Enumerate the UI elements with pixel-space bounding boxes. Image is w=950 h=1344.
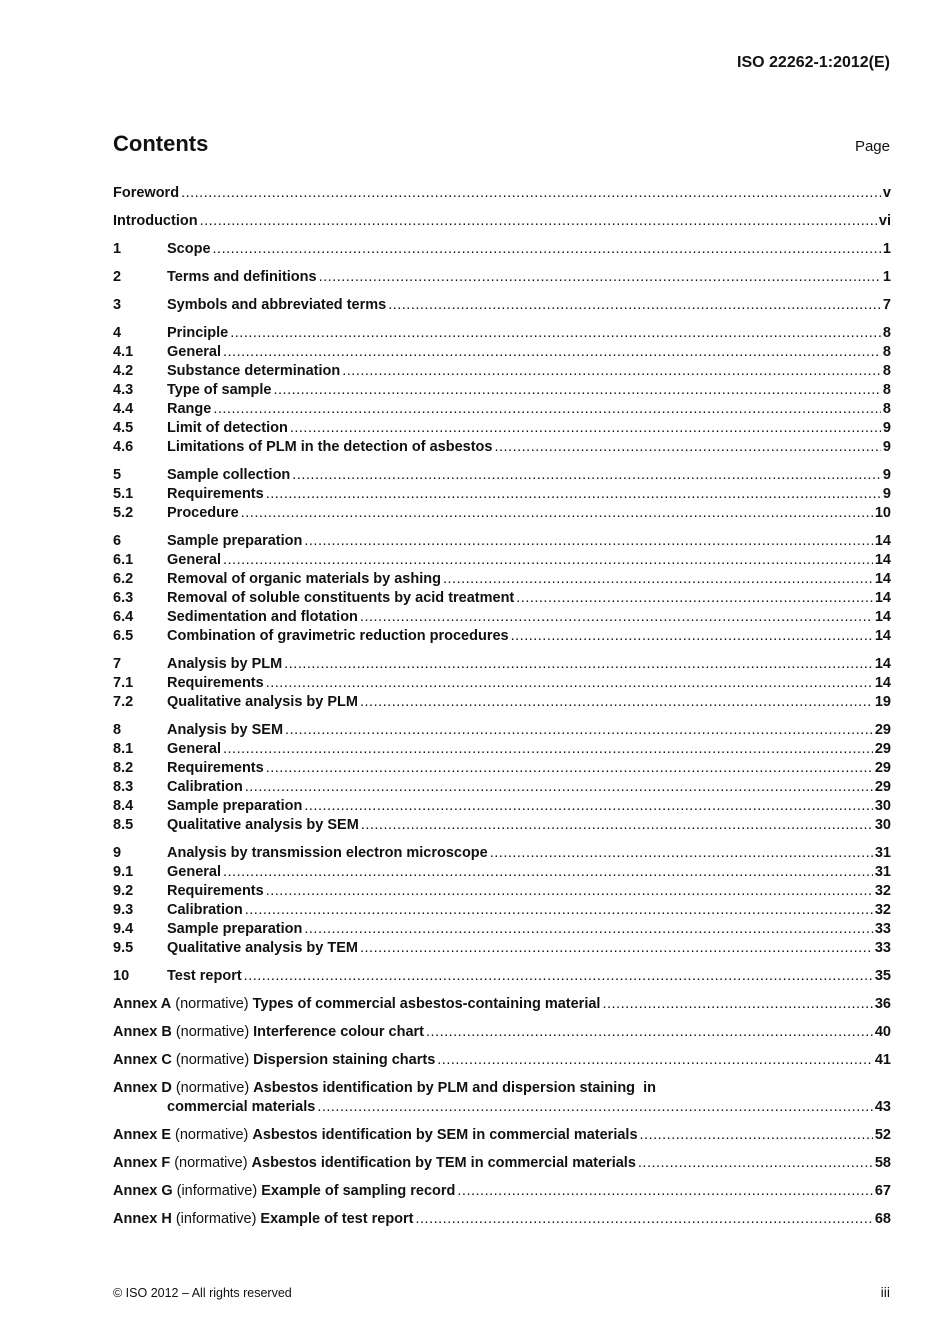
dot-leader xyxy=(266,674,873,693)
toc-gap xyxy=(113,1201,891,1210)
toc-entry-title: Sedimentation and flotation xyxy=(167,609,358,625)
toc-entry[interactable] xyxy=(113,882,891,901)
annex-label: Annex F xyxy=(113,1155,171,1171)
toc-entry-page: vi xyxy=(878,213,891,229)
dot-leader xyxy=(416,1210,873,1229)
toc-entry-title: Test report xyxy=(167,968,242,984)
toc-entry-page: 8 xyxy=(882,363,891,379)
toc-entry-page: 35 xyxy=(874,968,891,984)
toc-gap xyxy=(113,523,891,532)
dot-leader xyxy=(388,296,881,315)
toc-gap xyxy=(113,259,891,268)
toc-entry-title: Removal of soluble constituents by acid treatment xyxy=(167,590,515,606)
toc-entry-number: 9 xyxy=(113,845,122,861)
toc-entry-page: 52 xyxy=(874,1127,891,1143)
toc-entry-title: Foreword xyxy=(113,185,180,201)
toc-annex-entry[interactable] xyxy=(113,1154,891,1173)
toc-entry-page: 14 xyxy=(874,552,891,568)
toc-entry[interactable] xyxy=(113,844,891,863)
toc-entry-number: 9.5 xyxy=(113,940,134,956)
dot-leader xyxy=(266,882,873,901)
toc-entry-page: 8 xyxy=(882,401,891,417)
toc-entry-title: Qualitative analysis by TEM xyxy=(167,940,358,956)
dot-leader xyxy=(317,1098,873,1117)
toc-entry-number: 4.5 xyxy=(113,420,134,436)
annex-title-continuation xyxy=(113,1098,891,1117)
dot-leader xyxy=(304,532,872,551)
toc-entry-number: 10 xyxy=(113,968,130,984)
toc-entry[interactable] xyxy=(113,438,891,457)
toc-entry[interactable] xyxy=(113,466,891,485)
toc-gap xyxy=(113,1173,891,1182)
toc-entry-page: 29 xyxy=(874,741,891,757)
toc-gap xyxy=(113,958,891,967)
dot-leader xyxy=(241,504,873,523)
toc-entry-number: 5 xyxy=(113,467,122,483)
dot-leader xyxy=(304,920,872,939)
toc-entry[interactable] xyxy=(113,759,891,778)
annex-title: Example of sampling record xyxy=(261,1183,456,1199)
toc-entry-number: 2 xyxy=(113,269,122,285)
toc-entry[interactable] xyxy=(113,967,891,986)
toc-entry-title: General xyxy=(167,741,221,757)
toc-annex-entry[interactable] xyxy=(113,1079,891,1117)
toc-entry-page: 14 xyxy=(874,571,891,587)
toc-entry[interactable] xyxy=(113,551,891,570)
toc-entry-title: Calibration xyxy=(167,902,243,918)
toc-entry-page: 33 xyxy=(874,940,891,956)
dot-leader xyxy=(457,1182,872,1201)
toc-entry-number: 8.5 xyxy=(113,817,134,833)
toc-entry-number: 8 xyxy=(113,722,122,738)
annex-kind: (normative) xyxy=(174,1155,248,1171)
toc-entry[interactable] xyxy=(113,504,891,523)
toc-entry-title: Combination of gravimetric reduction procedures xyxy=(167,628,509,644)
dot-leader xyxy=(490,844,873,863)
toc-entry[interactable] xyxy=(113,797,891,816)
toc-entry[interactable] xyxy=(113,532,891,551)
toc-entry-number: 4.2 xyxy=(113,363,134,379)
toc-entry-number: 4.6 xyxy=(113,439,134,455)
annex-title: Types of commercial asbestos-containing material xyxy=(252,996,601,1012)
toc-entry-page: 1 xyxy=(882,241,891,257)
toc-entry-number: 6 xyxy=(113,533,122,549)
toc-annex-entry[interactable] xyxy=(113,1051,891,1070)
toc-entry-page: 43 xyxy=(874,1099,891,1115)
dot-leader xyxy=(181,184,881,203)
toc-entry-page: 31 xyxy=(874,845,891,861)
toc-entry-page: 41 xyxy=(874,1052,891,1068)
toc-gap xyxy=(113,835,891,844)
toc-entry[interactable] xyxy=(113,184,891,203)
toc-entry[interactable] xyxy=(113,920,891,939)
annex-kind: (normative) xyxy=(175,1024,250,1040)
toc-entry[interactable] xyxy=(113,816,891,835)
dot-leader xyxy=(230,324,881,343)
toc-gap xyxy=(113,646,891,655)
toc-entry-title: General xyxy=(167,864,221,880)
toc-entry[interactable] xyxy=(113,740,891,759)
dot-leader xyxy=(245,778,873,797)
dot-leader xyxy=(319,268,881,287)
toc-entry[interactable] xyxy=(113,485,891,504)
toc-entry-page: v xyxy=(882,185,891,201)
dot-leader xyxy=(304,797,872,816)
toc-gap xyxy=(113,287,891,296)
toc-entry[interactable] xyxy=(113,655,891,674)
toc-entry-page: 14 xyxy=(874,656,891,672)
toc-entry[interactable] xyxy=(113,721,891,740)
toc-entry-page: 29 xyxy=(874,760,891,776)
toc-entry[interactable] xyxy=(113,343,891,362)
toc-annex-entry[interactable] xyxy=(113,995,891,1014)
toc-entry-number: 8.1 xyxy=(113,741,134,757)
toc-entry-title: Sample preparation xyxy=(167,798,303,814)
toc-entry-page: 14 xyxy=(874,628,891,644)
toc-entry-page: 8 xyxy=(882,325,891,341)
toc-entry-number: 8.4 xyxy=(113,798,134,814)
toc-entry-title: Symbols and abbreviated terms xyxy=(167,297,387,313)
toc-entry-title: Sample collection xyxy=(167,467,291,483)
toc-entry-page: 32 xyxy=(874,883,891,899)
page-title: Contents xyxy=(113,131,209,156)
dot-leader xyxy=(426,1023,873,1042)
toc-entry-page: 19 xyxy=(874,694,891,710)
toc-entry-page: 40 xyxy=(874,1024,891,1040)
dot-leader xyxy=(284,655,873,674)
toc-entry-title: Analysis by PLM xyxy=(167,656,283,672)
dot-leader xyxy=(213,240,881,259)
annex-kind: (normative) xyxy=(175,1052,250,1068)
toc-entry[interactable] xyxy=(113,778,891,797)
annex-label: Annex A xyxy=(113,996,172,1012)
toc-entry-number: 6.3 xyxy=(113,590,134,606)
dot-leader xyxy=(602,995,872,1014)
dot-leader xyxy=(443,570,873,589)
dot-leader xyxy=(640,1126,873,1145)
toc-entry-title: Terms and definitions xyxy=(167,269,317,285)
toc-entry-title: Range xyxy=(167,401,212,417)
toc-annex-entry[interactable] xyxy=(113,1023,891,1042)
toc-entry-number: 9.1 xyxy=(113,864,134,880)
toc-entry[interactable] xyxy=(113,863,891,882)
toc-gap xyxy=(113,1117,891,1126)
toc-entry-number: 7.1 xyxy=(113,675,134,691)
toc-entry-title: Requirements xyxy=(167,760,264,776)
dot-leader xyxy=(266,485,881,504)
toc-entry-title: Requirements xyxy=(167,486,264,502)
toc-entry-title: Analysis by SEM xyxy=(167,722,284,738)
annex-title: Interference colour chart xyxy=(253,1024,424,1040)
toc-gap xyxy=(113,1042,891,1051)
toc-entry-title: Qualitative analysis by PLM xyxy=(167,694,358,710)
dot-leader xyxy=(511,627,873,646)
toc-entry-title: Analysis by transmission electron microscope xyxy=(167,845,488,861)
toc-gap xyxy=(113,1014,891,1023)
dot-leader xyxy=(292,466,881,485)
toc-entry-title: Limit of detection xyxy=(167,420,288,436)
toc-entry-title: Type of sample xyxy=(167,382,272,398)
table-of-contents xyxy=(113,184,891,1229)
dot-leader xyxy=(360,693,873,712)
dot-leader xyxy=(285,721,873,740)
dot-leader xyxy=(266,759,873,778)
dot-leader xyxy=(360,608,873,627)
toc-entry-title: Limitations of PLM in the detection of asbestos xyxy=(167,439,493,455)
annex-title: Asbestos identification by SEM in commercial materials xyxy=(252,1127,638,1143)
annex-label: Annex G xyxy=(113,1183,173,1199)
annex-title-line xyxy=(113,1079,891,1098)
toc-entry[interactable] xyxy=(113,240,891,259)
toc-entry-page: 7 xyxy=(882,297,891,313)
annex-kind: (normative) xyxy=(175,996,249,1012)
toc-entry-title: Removal of organic materials by ashing xyxy=(167,571,441,587)
annex-kind: (normative) xyxy=(175,1127,249,1143)
annex-label: Annex H xyxy=(113,1211,172,1227)
toc-entry-number: 7 xyxy=(113,656,122,672)
toc-entry-page: 30 xyxy=(874,817,891,833)
toc-entry-page: 9 xyxy=(882,420,891,436)
toc-entry[interactable] xyxy=(113,381,891,400)
toc-entry-number: 6.5 xyxy=(113,628,134,644)
toc-entry-number: 9.4 xyxy=(113,921,134,937)
toc-entry-page: 29 xyxy=(874,779,891,795)
toc-gap xyxy=(113,1145,891,1154)
toc-entry[interactable] xyxy=(113,324,891,343)
toc-entry[interactable] xyxy=(113,419,891,438)
annex-label: Annex B xyxy=(113,1024,172,1040)
dot-leader xyxy=(223,551,873,570)
toc-entry-page: 8 xyxy=(882,344,891,360)
toc-entry-title: Introduction xyxy=(113,213,198,229)
annex-title: Example of test report xyxy=(260,1211,414,1227)
annex-kind: (normative) xyxy=(175,1080,250,1096)
dot-leader xyxy=(360,939,873,958)
toc-entry-page: 30 xyxy=(874,798,891,814)
dot-leader xyxy=(437,1051,873,1070)
toc-entry-number: 7.2 xyxy=(113,694,134,710)
toc-entry-title: Principle xyxy=(167,325,229,341)
toc-gap xyxy=(113,986,891,995)
toc-entry-number: 9.3 xyxy=(113,902,134,918)
dot-leader xyxy=(516,589,873,608)
toc-entry[interactable] xyxy=(113,268,891,287)
toc-gap xyxy=(113,231,891,240)
toc-entry[interactable] xyxy=(113,674,891,693)
toc-entry[interactable] xyxy=(113,570,891,589)
toc-entry-number: 5.2 xyxy=(113,505,134,521)
dot-leader xyxy=(223,740,873,759)
toc-entry-title: Sample preparation xyxy=(167,921,303,937)
dot-leader xyxy=(342,362,881,381)
toc-entry-page: 58 xyxy=(874,1155,891,1171)
toc-entry-number: 8.2 xyxy=(113,760,134,776)
toc-entry-title: Requirements xyxy=(167,883,264,899)
dot-leader xyxy=(213,400,881,419)
toc-entry-title: Requirements xyxy=(167,675,264,691)
annex-label: Annex D xyxy=(113,1080,172,1096)
toc-entry-page: 29 xyxy=(874,722,891,738)
toc-entry-title: Substance determination xyxy=(167,363,341,379)
toc-gap xyxy=(113,457,891,466)
page-column-label: Page xyxy=(854,138,890,155)
toc-annex-entry[interactable] xyxy=(113,1210,891,1229)
toc-entry[interactable] xyxy=(113,693,891,712)
toc-entry-page: 1 xyxy=(882,269,891,285)
annex-title: Asbestos identification by TEM in commercial materials xyxy=(251,1155,636,1171)
toc-annex-entry[interactable] xyxy=(113,1126,891,1145)
page-number: iii xyxy=(880,1284,890,1300)
toc-entry[interactable] xyxy=(113,627,891,646)
toc-entry-number: 1 xyxy=(113,241,122,257)
toc-entry-number: 4.3 xyxy=(113,382,134,398)
toc-gap xyxy=(113,315,891,324)
dot-leader xyxy=(200,212,877,231)
dot-leader xyxy=(273,381,880,400)
annex-title: Asbestos identification by PLM and dispersion staining in xyxy=(253,1080,656,1096)
toc-entry[interactable] xyxy=(113,939,891,958)
dot-leader xyxy=(223,863,873,882)
toc-entry-page: 67 xyxy=(874,1183,891,1199)
dot-leader xyxy=(361,816,873,835)
toc-entry-number: 6.2 xyxy=(113,571,134,587)
dot-leader xyxy=(244,967,873,986)
dot-leader xyxy=(494,438,880,457)
toc-entry[interactable] xyxy=(113,901,891,920)
toc-entry-page: 36 xyxy=(874,996,891,1012)
copyright-notice: © ISO 2012 – All rights reserved xyxy=(113,1286,292,1300)
toc-entry-number: 3 xyxy=(113,297,122,313)
annex-kind: (informative) xyxy=(176,1183,258,1199)
toc-entry-page: 31 xyxy=(874,864,891,880)
toc-entry-title: General xyxy=(167,344,221,360)
toc-entry-page: 10 xyxy=(874,505,891,521)
toc-entry[interactable] xyxy=(113,400,891,419)
dot-leader xyxy=(245,901,873,920)
toc-entry-title: Scope xyxy=(167,241,211,257)
toc-entry-number: 4 xyxy=(113,325,122,341)
document-id: ISO 22262-1:2012(E) xyxy=(737,54,890,71)
toc-entry-number: 6.1 xyxy=(113,552,134,568)
dot-leader xyxy=(638,1154,873,1173)
annex-title: Dispersion staining charts xyxy=(253,1052,436,1068)
toc-entry[interactable] xyxy=(113,589,891,608)
toc-entry-title: General xyxy=(167,552,221,568)
toc-entry-number: 9.2 xyxy=(113,883,134,899)
toc-gap xyxy=(113,712,891,721)
toc-entry-page: 68 xyxy=(874,1211,891,1227)
toc-entry-page: 14 xyxy=(874,675,891,691)
dot-leader xyxy=(223,343,881,362)
toc-entry[interactable] xyxy=(113,212,891,231)
toc-entry-page: 8 xyxy=(882,382,891,398)
toc-entry-title: Calibration xyxy=(167,779,243,795)
toc-entry-page: 14 xyxy=(874,590,891,606)
toc-entry-number: 6.4 xyxy=(113,609,134,625)
annex-title-cont: commercial materials xyxy=(167,1099,316,1115)
toc-entry-title: Sample preparation xyxy=(167,533,303,549)
toc-entry-number: 8.3 xyxy=(113,779,134,795)
toc-entry-page: 32 xyxy=(874,902,891,918)
toc-entry-number: 5.1 xyxy=(113,486,134,502)
toc-entry-title: Qualitative analysis by SEM xyxy=(167,817,359,833)
toc-entry-page: 14 xyxy=(874,533,891,549)
annex-label: Annex C xyxy=(113,1052,172,1068)
dot-leader xyxy=(290,419,881,438)
toc-gap xyxy=(113,203,891,212)
annex-kind: (informative) xyxy=(175,1211,257,1227)
toc-entry-page: 9 xyxy=(882,486,891,502)
toc-entry-number: 4.4 xyxy=(113,401,134,417)
toc-entry-number: 4.1 xyxy=(113,344,134,360)
toc-entry[interactable] xyxy=(113,296,891,315)
toc-entry[interactable] xyxy=(113,608,891,627)
toc-entry[interactable] xyxy=(113,362,891,381)
toc-entry-page: 33 xyxy=(874,921,891,937)
toc-entry-title: Procedure xyxy=(167,505,239,521)
annex-label: Annex E xyxy=(113,1127,172,1143)
toc-entry-page: 9 xyxy=(882,467,891,483)
toc-entry-page: 9 xyxy=(882,439,891,455)
toc-annex-entry[interactable] xyxy=(113,1182,891,1201)
toc-entry-page: 14 xyxy=(874,609,891,625)
